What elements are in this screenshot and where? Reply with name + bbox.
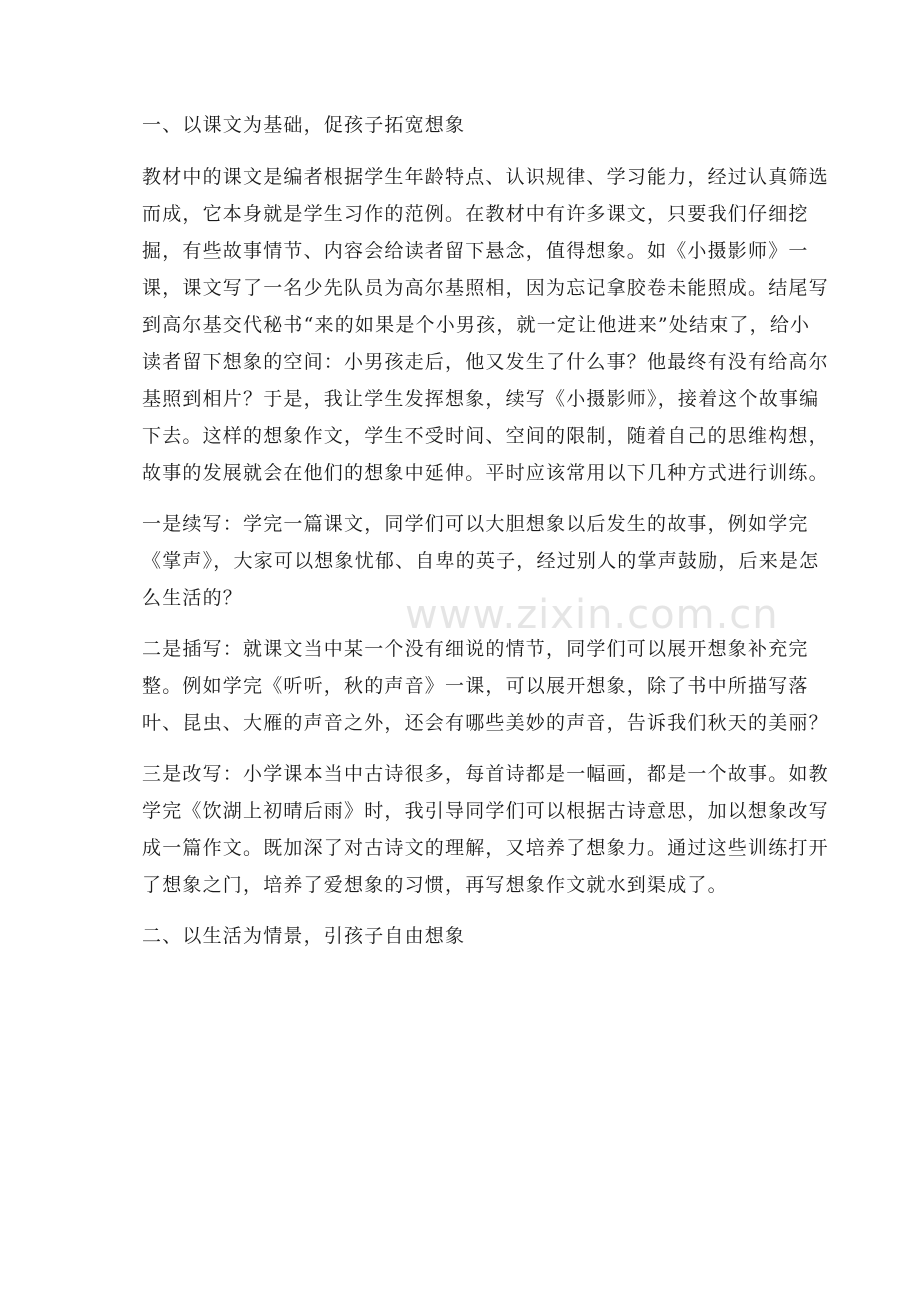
watermark: www.zixin.com.cn — [405, 592, 779, 638]
paragraph-line: 掘，有些故事情节、内容会给读者留下悬念，值得想象。如《小摄影师》一 — [142, 240, 809, 262]
section-heading-1: 一、以课文为基础，促孩子拓宽想象 — [142, 114, 466, 136]
paragraph-line: 课，课文写了一名少先队员为高尔基照相，因为忘记拿胶卷未能照成。结尾写 — [142, 277, 829, 299]
paragraph-line: 基照到相片？于是，我让学生发挥想象，续写《小摄影师》，接着这个故事编 — [142, 388, 820, 410]
paragraph-line: 下去。这样的想象作文，学生不受时间、空间的限制，随着自己的思维构想， — [142, 425, 829, 447]
paragraph-3 — [142, 631, 829, 742]
paragraph-line: 一是续写：学完一篇课文，同学们可以大胆想象以后发生的故事，例如学完 — [142, 513, 809, 535]
paragraph-line: 而成，它本身就是学生习作的范例。在教材中有许多课文，只要我们仔细挖 — [142, 203, 809, 225]
paragraph-line: 么生活的？ — [142, 587, 244, 609]
document-body — [142, 107, 829, 970]
paragraph-line: 二是插写：就课文当中某一个没有细说的情节，同学们可以展开想象补充完 — [142, 638, 809, 660]
paragraph-line: 教材中的课文是编者根据学生年龄特点、认识规律、学习能力，经过认真筛选 — [142, 166, 829, 188]
paragraph-2 — [142, 506, 820, 617]
paragraph-4 — [142, 756, 829, 904]
paragraph-line: 三是改写：小学课本当中古诗很多，每首诗都是一幅画，都是一个故事。如教 — [142, 763, 829, 785]
paragraph-line: 读者留下想象的空间：小男孩走后，他又发生了什么事？他最终有没有给高尔 — [142, 351, 829, 373]
paragraph-line: 整。例如学完《听听，秋的声音》一课，可以展开想象，除了书中所描写落 — [142, 675, 809, 697]
paragraph-line: 学完《饮湖上初晴后雨》时，我引导同学们可以根据古诗意思，加以想象改写 — [142, 800, 829, 822]
paragraph-line: 成一篇作文。既加深了对古诗文的理解，又培养了想象力。通过这些训练打开 — [142, 837, 829, 859]
paragraph-line: 叶、昆虫、大雁的声音之外，还会有哪些美妙的声音，告诉我们秋天的美丽？ — [142, 712, 829, 734]
paragraph-line: 《掌声》，大家可以想象忧郁、自卑的英子，经过别人的掌声鼓励，后来是怎 — [142, 550, 820, 572]
paragraph-line: 故事的发展就会在他们的想象中延伸。平时应该常用以下几种方式进行训练。 — [142, 462, 829, 484]
paragraph-1 — [142, 159, 829, 492]
section-heading-2: 二、以生活为情景，引孩子自由想象 — [142, 925, 466, 947]
paragraph-line: 到高尔基交代秘书“来的如果是个小男孩，就一定让他进来”处结束了，给小 — [142, 314, 811, 336]
paragraph-line: 了想象之门，培养了爱想象的习惯，再写想象作文就水到渠成了。 — [142, 874, 728, 896]
